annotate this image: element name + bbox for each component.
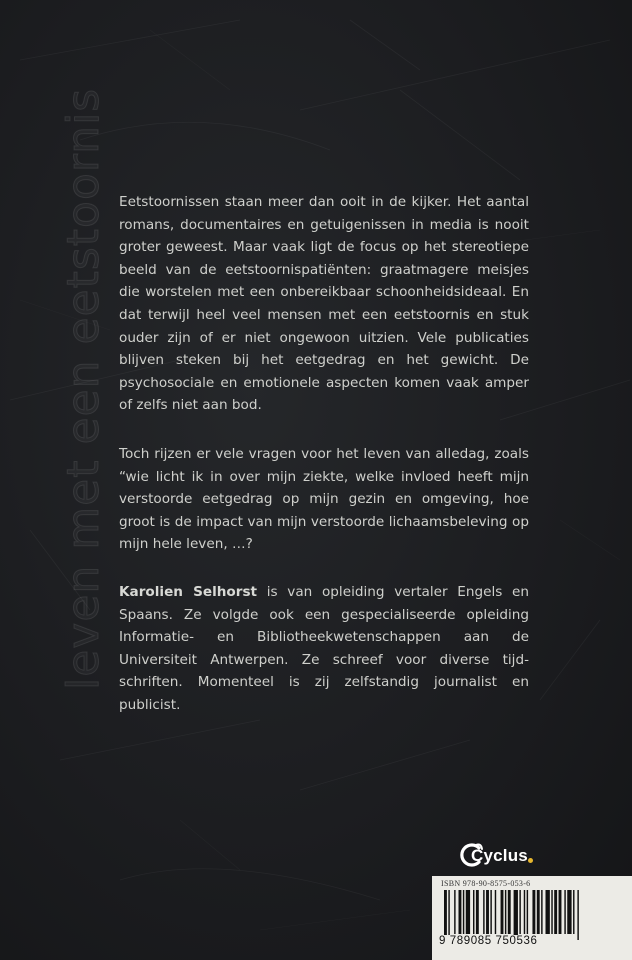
barcode-bar <box>508 890 511 934</box>
author-bio-text <box>119 581 529 717</box>
logo-dot-icon <box>528 858 533 863</box>
ghost-spine-title: leven met een eetstoornis <box>58 87 109 690</box>
barcode-bar <box>473 890 474 934</box>
blurb-paragraph-2 <box>119 443 529 556</box>
author-name: Karolien Selhorst <box>119 584 258 600</box>
barcode-bar <box>554 890 557 934</box>
barcode-bar <box>483 890 484 934</box>
isbn-label: ISBN 978-90-8575-053-6 <box>441 879 531 888</box>
barcode-bar <box>537 890 540 934</box>
barcode-bar <box>527 890 528 934</box>
barcode-bar <box>551 890 552 934</box>
barcode-bar <box>532 890 535 934</box>
barcode-bar <box>519 890 520 934</box>
barcode-bar <box>501 890 504 934</box>
barcode-bar <box>514 890 518 940</box>
barcode-bar <box>463 890 464 934</box>
barcode-bar <box>444 890 447 940</box>
barcode-bar <box>476 890 479 934</box>
barcode-bar <box>541 890 542 934</box>
barcode-bar <box>573 890 574 934</box>
barcode-bar <box>505 890 506 934</box>
blurb-text-2: Toch rijzen er vele vragen voor het leven van alledag, zoals “wie licht ik in over mijn ziekte, welke invloed heeft mijn verstoorde eetgedrag op mijn gezin en omgeving, hoe groot is de impact van mijn verstoorde lichaamsbeleving op mijn hele leven, …? <box>119 446 529 553</box>
publisher-name: Cyclus <box>471 846 528 865</box>
barcode-digits: 9 789085 750536 <box>439 935 538 947</box>
barcode-bar <box>577 890 578 940</box>
barcode-bar <box>459 890 462 934</box>
barcode-bar <box>466 890 470 934</box>
author-bio-body: is van opleiding vertaler Engels en Spaans. Ze volgde ook een gespecialiseerde opleiding Informatie- en Bibliotheekwetenschappen aan de Universiteit Antwerpen. Ze schreef voor diverse tijdschriften. Momenteel is zij zelfstandig journalist en publicist. <box>119 584 529 713</box>
barcode-bar <box>486 890 489 934</box>
barcode-bar <box>567 890 571 934</box>
barcode-bar <box>564 890 565 934</box>
blurb-paragraph-1 <box>119 191 529 417</box>
blurb-text-1: Eetstoornissen staan meer dan ooit in de kijker. Het aantal romans, documentaires en getuigenissen in media is nooit groter geweest. Maar vaak ligt de focus op het stereotiepe beeld van de eetstoornispatiënten: graatmagere meisjes die worstelen met een onbereikbaar schoonheidsideaal. En dat terwijl heel veel mensen met een eetstoornis en stuk ouder zijn of er niet ongewoon uitzien. Vele publicaties blijven steken bij het eetgedrag en het gewicht. De psychosociale en emotionele aspecten komen vaak amper of zelfs niet aan bod. <box>119 194 529 414</box>
barcode-bar <box>546 890 550 934</box>
barcode-bar <box>448 890 449 940</box>
barcode-bar <box>454 890 455 934</box>
publisher-logo <box>457 840 537 872</box>
barcode-area <box>432 876 632 960</box>
author-bio <box>119 581 529 717</box>
barcode-bar <box>559 890 562 934</box>
barcode-bar <box>524 890 525 934</box>
barcode-bar <box>495 890 496 934</box>
barcode-bar <box>490 890 491 934</box>
